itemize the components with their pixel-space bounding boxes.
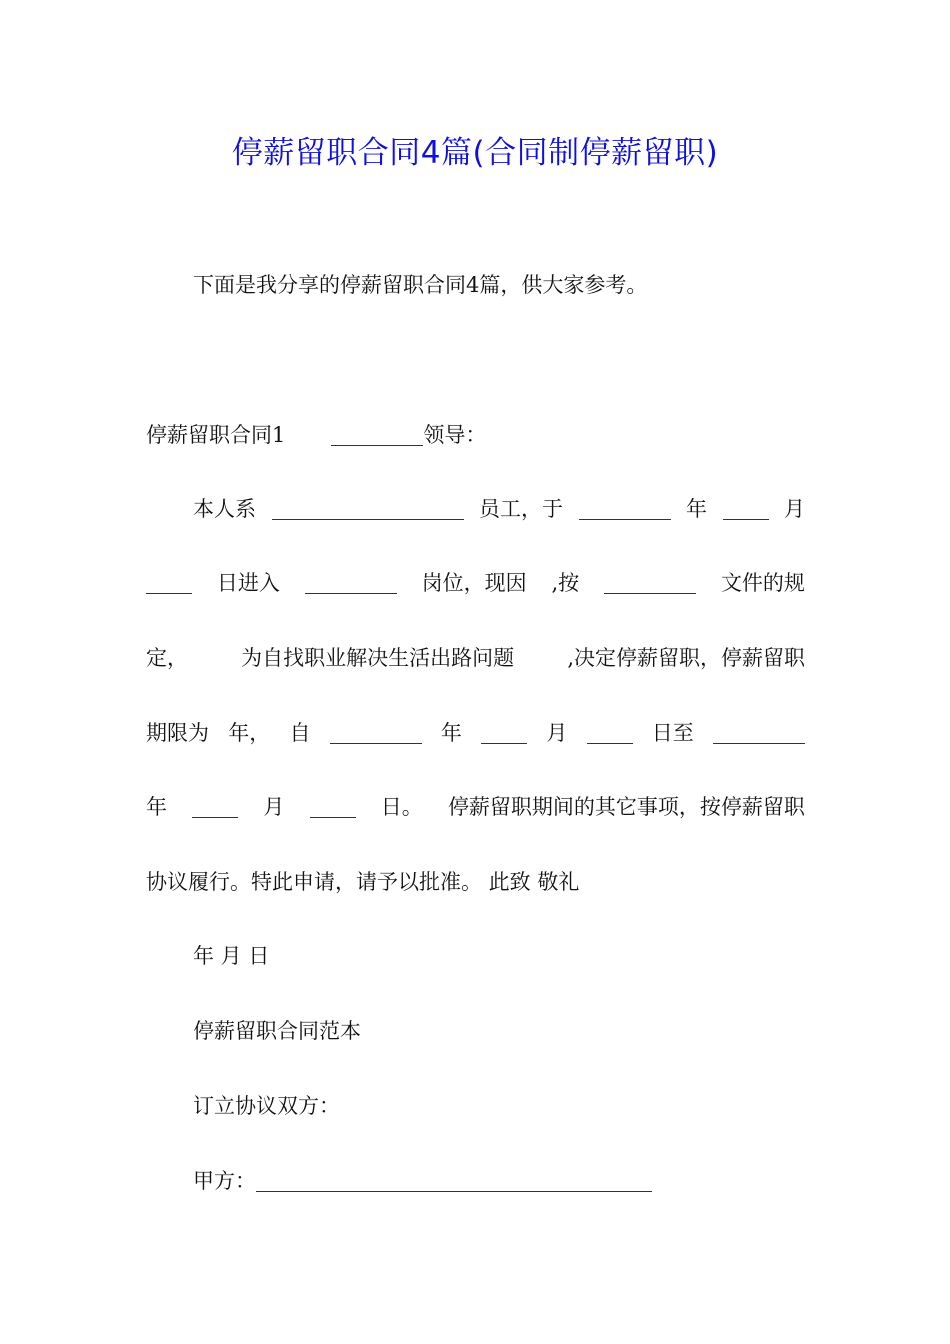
text-segment: 年 [440,721,462,745]
document-title: 停薪留职合同4篇(合同制停薪留职) [231,135,719,171]
leader-suffix: 领导： [423,423,487,447]
text-segment: 期限为 [146,721,209,745]
intro-paragraph: 下面是我分享的停薪留职合同4篇，供大家参考。 [193,273,648,297]
text-segment: 月 [784,497,805,521]
month-blank [723,499,769,520]
text-segment: 年 [686,497,707,521]
start-year-blank [330,723,422,744]
text-segment: 文件的规 [720,571,805,595]
end-month-blank [192,797,238,818]
document-blank [604,573,696,594]
text-segment: 岗位，现因 [421,571,527,595]
end-day-blank [310,797,356,818]
text-segment: 本人系 [193,497,256,521]
text-segment: 停薪留职期间的其它事项，按停薪留职 [447,795,805,819]
application-line-3 [146,643,805,673]
text-segment: 日。 [380,795,423,819]
application-line-4 [146,718,805,748]
text-segment: 年 [146,795,167,819]
party-a-label: 甲方： [193,1169,256,1193]
position-blank [305,573,397,594]
text-segment: 为自找职业解决生活出路问题 [241,646,515,670]
party-a-line [193,1166,652,1196]
application-line-5 [146,792,805,822]
text-segment: 年， [228,721,271,745]
end-year-blank [713,723,805,744]
employer-blank [272,499,464,520]
leader-name-blank [331,425,423,446]
party-a-blank [256,1171,652,1192]
text-segment: ,决定停薪留职，停薪留职 [567,646,805,670]
text-segment: 自 [289,721,311,745]
application-line-1 [193,494,805,524]
section1-heading-line [146,420,486,450]
sample-heading: 停薪留职合同范本 [193,1019,361,1043]
application-line-2 [146,568,805,598]
application-line-6: 协议履行。特此申请，请予以批准。 此致 敬礼 [146,870,580,894]
text-segment: ,按 [551,571,580,595]
section1-heading: 停薪留职合同1 [146,423,286,447]
date-line: 年 月 日 [193,944,270,968]
text-segment: 员工，于 [479,497,563,521]
text-segment: 日进入 [216,571,280,595]
text-segment: 日至 [651,721,694,745]
text-segment: 定， [146,646,188,670]
start-day-blank [587,723,633,744]
text-segment: 月 [263,795,285,819]
year-blank [579,499,671,520]
day-blank [146,573,192,594]
text-segment: 月 [546,721,568,745]
parties-label: 订立协议双方： [193,1094,340,1118]
start-month-blank [481,723,527,744]
